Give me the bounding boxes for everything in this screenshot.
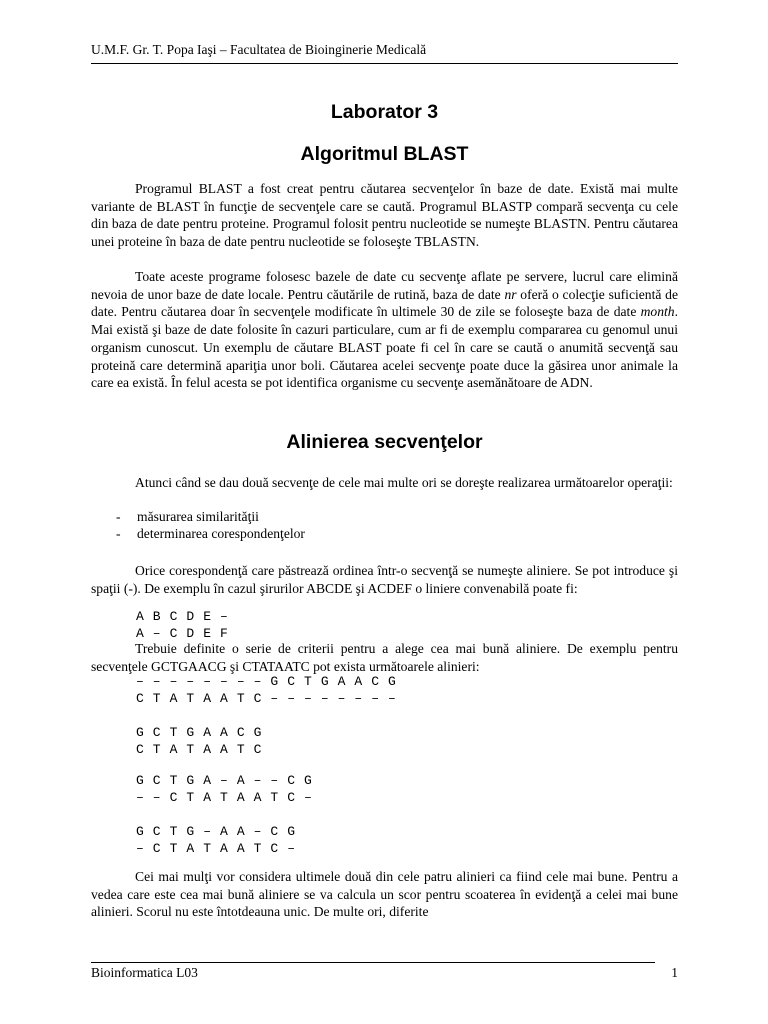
db-name-nr: nr [504, 286, 517, 302]
section-title: Alinierea secvenţelor [286, 431, 483, 453]
alignment-2-line-1: G C T G A A C G [136, 725, 263, 740]
list-item: - determinarea corespondenţelor [116, 525, 676, 542]
page-header: U.M.F. Gr. T. Popa Iaşi – Facultatea de Bioinginerie Medicală [91, 42, 427, 57]
footer-course: Bioinformatica L03 [91, 965, 198, 980]
alignment-3-line-1: G C T G A – A – – C G [136, 773, 313, 788]
alignment-3-line-2: – – C T A T A A T C – [136, 790, 313, 805]
alignment-4-line-1: G C T G – A A – C G [136, 824, 296, 839]
alignment-1-line-1: – – – – – – – – G C T G A A C G [136, 674, 397, 689]
alignment-1-line-2: C T A T A A T C – – – – – – – – [136, 691, 397, 706]
paragraph-alignment-definition: Orice corespondenţă care păstrează ordinea într-o secvenţă se numeşte aliniere. Se pot introduce şi spaţii (-). De exemplu în cazul şirurilor ABCDE şi ACDEF o liniere convenabilă poate fi: [91, 563, 678, 596]
paragraph-blast-intro: Programul BLAST a fost creat pentru căutarea secvenţelor în baze de date. Există mai multe variante de BLAST în funcţie de secvenţele care se caută. Programul BLASTP compară secvenţa cu cele din baza de date pentru proteine. Programul folosit pentru nucleotide se numeşte BLASTN. Pentru căutarea unei proteine în baza de date pentru nucleotide se foloseşte TBLASTN. [91, 181, 678, 250]
operations-list [116, 508, 676, 543]
list-item: - măsurarea similarităţii [116, 508, 676, 525]
footer-divider [91, 962, 655, 963]
header-divider [91, 63, 678, 64]
alignment-4-line-2: – C T A T A A T C – [136, 841, 296, 856]
paragraph-best-alignments: Cei mai mulţi vor considera ultimele două din cele patru alinieri ca fiind cele mai bune. Pentru a vedea care este cea mai bună aliniere se va calcula un scor pentru scoaterea în evidenţă a celei mai bune alinieri. Scorul nu este întotdeauna unic. De multe ori, diferite [91, 869, 678, 920]
example-abc-line-2: A – C D E F [136, 626, 229, 641]
paragraph-operations: Atunci când se dau două secvenţe de cele mai multe ori se doreşte realizarea următoarelor operaţii: [135, 475, 673, 490]
chapter-title: Algoritmul BLAST [300, 143, 469, 165]
alignment-2-line-2: C T A T A A T C [136, 742, 263, 757]
lab-title: Laborator 3 [330, 101, 439, 123]
paragraph-criteria: Trebuie definite o serie de criterii pentru a alege cea mai bună aliniere. De exemplu pentru secvenţele GCTGAACG şi CTATAATC pot exista următoarele alinieri: [91, 641, 678, 674]
db-name-month: month [640, 304, 675, 320]
page-number: 1 [671, 965, 678, 980]
example-abc-line-1: A B C D E – [136, 609, 229, 624]
paragraph-databases: Toate aceste programe folosesc bazele de date cu secvenţe aflate pe servere, lucrul care elimină nevoia de unor baze de date locale. Pentru căutările de rutină, baza de date nr oferă o colecţie suficientă de date. Pentru căutarea doar în secvenţele modificate în ultimele 30 de zile se foloseşte baza de date month. Mai există şi baze de date folosite în cazuri particulare, cum ar fi de exemplu compararea cu genomul unui organism cunoscut. Un exemplu de căutare BLAST poate fi cel în care se caută o anumită secvenţă sau proteină care determină apariţia unor boli. Căutarea acelei secvenţe poate duce la găsirea unor animale la care ea există. În felul acesta se pot identifica organisme cu secvenţe asemănătoare de ADN. [91, 269, 679, 391]
